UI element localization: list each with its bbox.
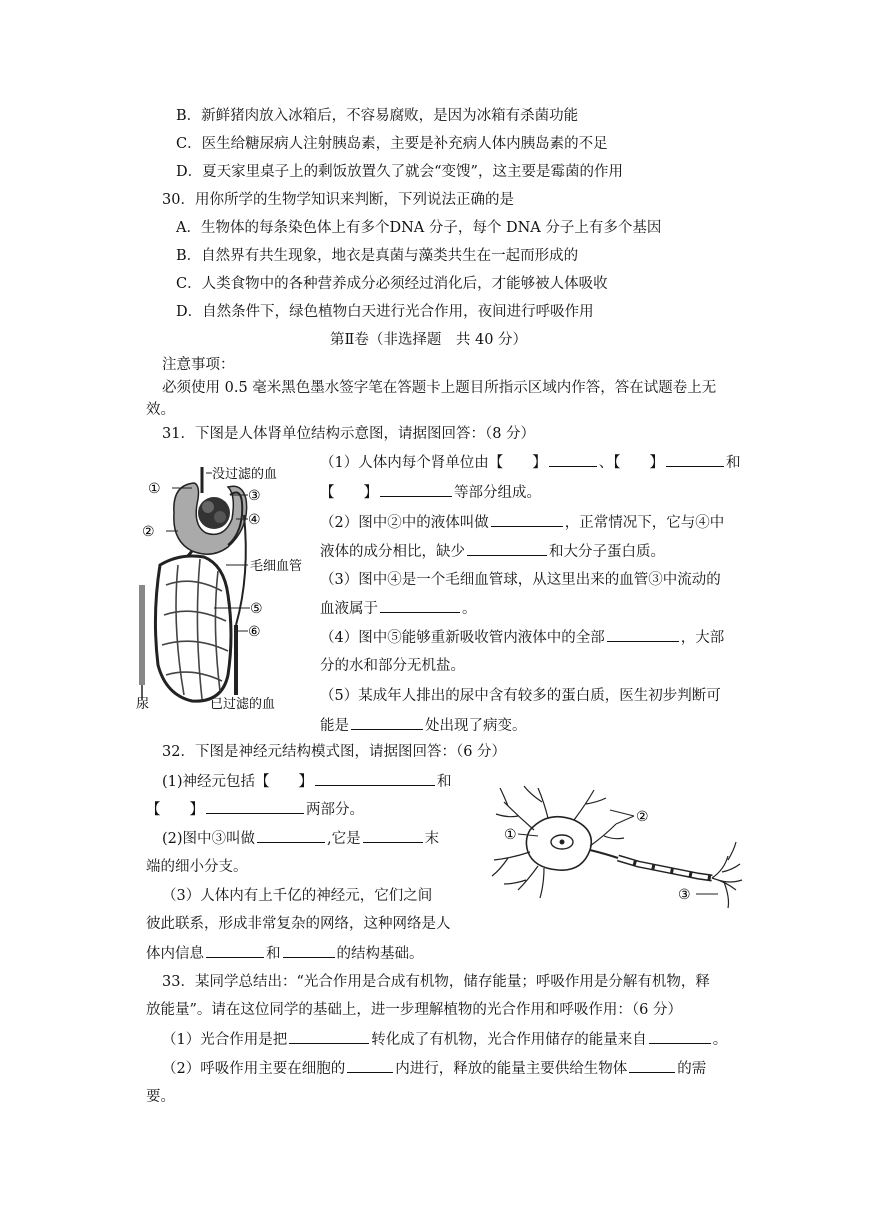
answer-blank[interactable] xyxy=(206,943,264,958)
label-capillary: 毛细血管 xyxy=(250,559,303,574)
answer-blank[interactable] xyxy=(380,598,460,613)
q30-option-b: B．自然界有共生现象，地衣是真菌与藻类共生在一起而形成的 xyxy=(176,248,579,264)
q32-part3-line3: 体内信息 和 的结构基础。 xyxy=(146,943,424,964)
answer-blank[interactable] xyxy=(257,828,325,843)
q33-part2-line1: （2）呼吸作用主要在细胞的 内进行，释放的能量主要供给生物体 的需 xyxy=(162,1058,706,1079)
q31-part5-line2: 能是 处出现了病变。 xyxy=(320,715,527,736)
q30-stem: 30．用你所学的生物学知识来判断，下列说法正确的是 xyxy=(162,192,514,208)
neuron-label-3: ③ xyxy=(678,887,691,903)
q30-option-d: D．自然条件下，绿色植物白天进行光合作用，夜间进行呼吸作用 xyxy=(176,304,594,320)
q33-stem-line2: 放能量”。请在这位同学的基础上，进一步理解植物的光合作用和呼吸作用：（6 分） xyxy=(146,1002,682,1018)
q29-option-b: B．新鲜猪肉放入冰箱后，不容易腐败，是因为冰箱有杀菌功能 xyxy=(176,108,579,124)
answer-blank[interactable] xyxy=(206,799,304,814)
q33-stem-line1: 33．某同学总结出：“光合作用是合成有机物，储存能量；呼吸作用是分解有机物，释 xyxy=(162,974,710,990)
q31-part1-line1: （1）人体内每个肾单位由【 】 、【 】 和 xyxy=(320,452,740,473)
notice-line-2: 效。 xyxy=(146,402,175,418)
answer-blank[interactable] xyxy=(380,482,452,497)
q31-part1-line2: 【 】 等部分组成。 xyxy=(320,482,541,503)
q32-part1-line1: (1)神经元包括【 】 和 xyxy=(162,771,452,792)
label-5: ⑤ xyxy=(250,601,263,617)
q32-part2-line2: 端的细小分支。 xyxy=(146,859,248,875)
label-6: ⑥ xyxy=(248,624,261,640)
q33-part2-line2: 要。 xyxy=(146,1089,175,1105)
q31-part3-line2: 血液属于 。 xyxy=(320,598,477,619)
q32-part3-line2: 彼此联系，形成非常复杂的网络，这种网络是人 xyxy=(146,916,451,932)
q29-option-c: C．医生给糖尿病人注射胰岛素，主要是补充病人体内胰岛素的不足 xyxy=(176,136,608,152)
answer-blank[interactable] xyxy=(289,1029,369,1044)
answer-blank[interactable] xyxy=(629,1058,675,1073)
section-title: 第Ⅱ卷（非选择题 共 40 分） xyxy=(330,332,528,348)
answer-blank[interactable] xyxy=(467,541,547,556)
label-1: ① xyxy=(148,481,161,497)
q31-stem: 31．下图是人体肾单位结构示意图，请据图回答：（8 分） xyxy=(162,426,536,442)
answer-blank[interactable] xyxy=(363,828,423,843)
q30-option-a: A．生物体的每条染色体上有多个DNA 分子，每个 DNA 分子上有多个基因 xyxy=(176,220,662,236)
answer-blank[interactable] xyxy=(283,943,335,958)
answer-blank[interactable] xyxy=(315,771,435,786)
q31-part4-line1: （4）图中⑤能够重新吸收管内液体中的全部 ，大部 xyxy=(320,627,724,648)
label-4: ④ xyxy=(248,512,261,528)
neuron-label-1: ① xyxy=(504,827,517,843)
neuron-diagram xyxy=(478,780,748,915)
q33-part1: （1）光合作用是把 转化成了有机物，光合作用储存的能量来自 。 xyxy=(162,1029,727,1050)
label-2: ② xyxy=(142,524,155,540)
answer-blank[interactable] xyxy=(491,512,563,527)
label-filtered-blood: 已过滤的血 xyxy=(210,697,276,712)
q32-part2-line1: (2)图中③叫做 ,它是 末 xyxy=(162,828,439,849)
q31-part2-line1: （2）图中②中的液体叫做 ，正常情况下，它与④中 xyxy=(320,512,724,533)
q31-part4-line2: 分的水和部分无机盐。 xyxy=(320,658,465,674)
label-3: ③ xyxy=(248,488,261,504)
q31-part2-line2: 液体的成分相比，缺少 和大分子蛋白质。 xyxy=(320,541,665,562)
q31-part5-line1: （5）某成年人排出的尿中含有较多的蛋白质，医生初步判断可 xyxy=(320,688,721,704)
answer-blank[interactable] xyxy=(666,452,724,467)
answer-blank[interactable] xyxy=(347,1058,393,1073)
label-urine: 尿 xyxy=(136,697,150,712)
label-unfiltered-blood: 没过滤的血 xyxy=(212,467,278,482)
q31-part3-line1: （3）图中④是一个毛细血管球，从这里出来的血管③中流动的 xyxy=(320,572,721,588)
answer-blank[interactable] xyxy=(649,1029,711,1044)
q29-option-d: D．夏天家里桌子上的剩饭放置久了就会“变馊”，这主要是霉菌的作用 xyxy=(176,164,623,180)
kidney-nephron-diagram xyxy=(132,455,312,725)
q32-stem: 32．下图是神经元结构模式图，请据图回答：（6 分） xyxy=(162,744,507,760)
q32-part1-line2: 【 】 两部分。 xyxy=(146,799,364,820)
q30-option-c: C．人类食物中的各种营养成分必须经过消化后，才能够被人体吸收 xyxy=(176,276,608,292)
notice-title: 注意事项： xyxy=(162,357,235,373)
q32-part3-line1: （3）人体内有上千亿的神经元，它们之间 xyxy=(162,888,433,904)
answer-blank[interactable] xyxy=(549,452,597,467)
neuron-label-2: ② xyxy=(636,809,649,825)
answer-blank[interactable] xyxy=(607,627,679,642)
answer-blank[interactable] xyxy=(351,715,423,730)
notice-line-1: 必须使用 0.5 毫米黑色墨水签字笔在答题卡上题目所指示区域内作答，答在试题卷上无 xyxy=(162,380,717,396)
